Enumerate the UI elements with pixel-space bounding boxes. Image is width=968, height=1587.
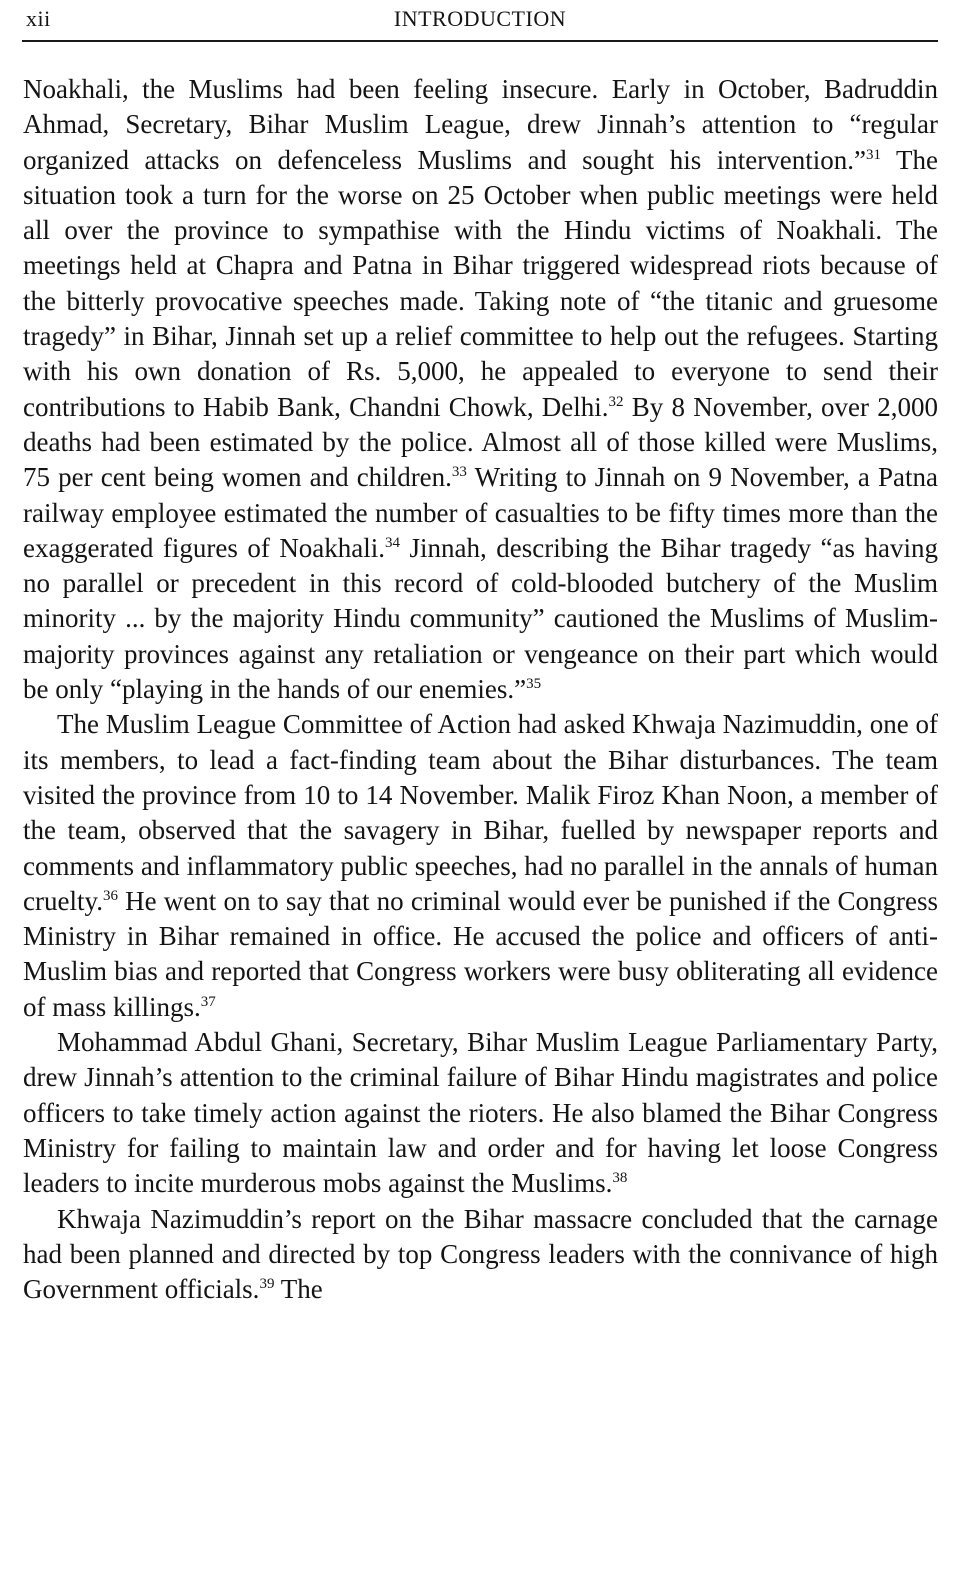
page-header xyxy=(22,4,938,38)
footnote-ref-39: 39 xyxy=(259,1276,275,1293)
footnote-ref-36: 36 xyxy=(102,887,118,904)
footnote-ref-32: 32 xyxy=(608,393,624,410)
text-segment: Mohammad Abdul Ghani, Secretary, Bihar Muslim League Parliamentary Party, drew Jinnah’s attention to the criminal failure of Bihar Hindu magistrates and police officers to take timely action against the rioters. He also blamed the Bihar Congress Ministry for failing to maintain law and order and for having let loose Congress leaders to incite murderous mobs against the Muslims. xyxy=(23,1027,938,1199)
text-segment: He went on to say that no criminal would ever be punished if the Congress Ministry in Bihar remained in office. He accused the police and officers of anti-Muslim bias and reported that Congress workers were busy obliterating all evidence of mass killings. xyxy=(23,885,938,1022)
page-number: xii xyxy=(26,6,51,31)
text-segment: The xyxy=(274,1274,323,1305)
paragraph-1 xyxy=(23,72,938,707)
paragraph-3 xyxy=(23,1025,938,1201)
header-rule xyxy=(22,40,938,42)
footnote-ref-31: 31 xyxy=(865,146,881,163)
paragraph-2 xyxy=(23,707,938,1025)
running-head: INTRODUCTION xyxy=(393,6,567,31)
text-segment: The Muslim League Committee of Action had asked Khwaja Nazimuddin, one of its members, to lead a fact-finding team about the Bihar disturbances. The team visited the province from 10 to 14 November. Malik Firoz Khan Noon, a member of the team, observed that the savagery in Bihar, fuelled by newspaper reports and comments and inflammatory public speeches, had no parallel in the annals of human cruelty. xyxy=(23,709,938,916)
body-text xyxy=(23,72,938,1307)
text-segment: By 8 November, over 2,000 deaths had been estimated by the police. Almost all of those killed were Muslims, 75 per cent being women and children. xyxy=(23,391,938,493)
footnote-ref-35: 35 xyxy=(526,676,542,693)
footnote-ref-33: 33 xyxy=(451,464,467,481)
text-segment: The situation took a turn for the worse on 25 October when public meetings were held all over the province to sympathise with the Hindu victims of Noakhali. The meetings held at Chapra and Patna in Bihar triggered widespread riots because of the bitterly provocative speeches made. Taking note of “the titanic and gruesome tragedy” in Bihar, Jinnah set up a relief committee to help out the refugees. Starting with his own donation of Rs. 5,000, he appealed to everyone to send their contributions to Habib Bank, Chandni Chowk, Delhi. xyxy=(23,144,938,422)
text-segment: Noakhali, the Muslims had been feeling insecure. Early in October, Badruddin Ahmad, Secretary, Bihar Muslim League, drew Jinnah’s attention to “regular organized attacks on defenceless Muslims and sought his intervention.” xyxy=(23,74,938,175)
text-segment: Writing to Jinnah on 9 November, a Patna railway employee estimated the number of casualties to be fifty times more than the exaggerated figures of Noakhali. xyxy=(23,462,938,563)
footnote-ref-34: 34 xyxy=(385,534,401,551)
paragraph-4 xyxy=(23,1202,938,1308)
footnote-ref-38: 38 xyxy=(612,1170,628,1187)
text-segment: Jinnah, describing the Bihar tragedy “as having no parallel or precedent in this record of cold-blooded butchery of the Muslim minority ... by the majority Hindu community” cautioned the Muslims of Muslim-majority provinces against any retaliation or vengeance on their part which would be only “playing in the hands of our enemies.” xyxy=(23,532,938,705)
footnote-ref-37: 37 xyxy=(200,993,216,1010)
text-segment: Khwaja Nazimuddin’s report on the Bihar massacre concluded that the carnage had been planned and directed by top Congress leaders with the connivance of high Government officials. xyxy=(23,1203,938,1305)
